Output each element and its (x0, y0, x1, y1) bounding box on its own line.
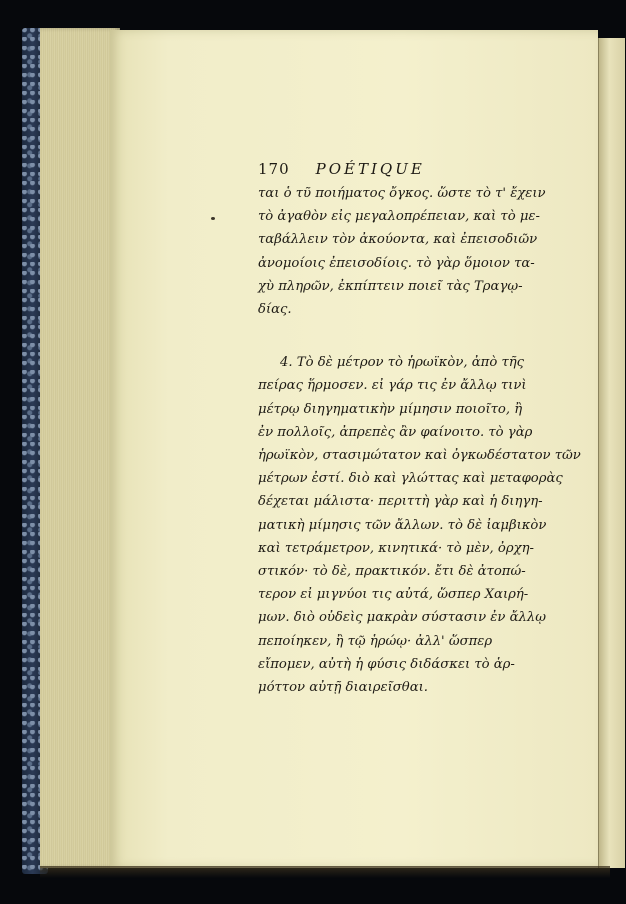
text-line: μέτρων ἐστί. διὸ καὶ γλώττας καὶ μεταφορὰς (258, 471, 563, 487)
text-line: μόττον αὐτῇ διαιρεῖσθαι. (258, 680, 428, 696)
paragraph-1 (258, 182, 548, 321)
facing-page-edge (598, 38, 625, 868)
running-head (258, 160, 548, 178)
page-bottom-shadow (40, 866, 610, 878)
text-line: δίας. (258, 302, 292, 318)
text-line: στικόν· τὸ δὲ, πρακτικόν. ἔτι δὲ ἀτοπώ- (258, 564, 526, 580)
text-line: ταβάλλειν τὸν ἀκούοντα, καὶ ἐπεισοδιῶν (258, 232, 538, 248)
paragraph-2 (258, 351, 581, 699)
text-line: ἀνομοίοις ἐπεισοδίοις. τὸ γὰρ ὅμοιον τα- (258, 255, 535, 271)
page-stack-edges (40, 28, 120, 868)
page-number: 170 (258, 160, 290, 178)
text-line: ἐν πολλοῖς, ἀπρεπὲς ἂν φαίνοιτο. τὸ γὰρ (258, 424, 533, 440)
text-line: 4. Τὸ δὲ μέτρον τὸ ἡρωϊκὸν, ἀπὸ τῆς (280, 355, 525, 371)
text-line: καὶ τετράμετρον, κινητικά· τὸ μὲν, ὀρχη- (258, 540, 534, 556)
paragraph-gap (258, 321, 548, 351)
text-line: πείρας ἥρμοσεν. εἰ γάρ τις ἐν ἄλλῳ τινὶ (258, 378, 527, 394)
text-line: ται ὁ τῦ ποιήματος ὄγκος. ὥστε τὸ τ' ἔχειν (258, 186, 546, 201)
text-line: ματικὴ μίμησις τῶν ἄλλων. τὸ δὲ ἰαμβικὸν (258, 517, 547, 533)
running-title: POÉTIQUE (315, 160, 425, 178)
text-line: μων. διὸ οὐδεὶς μακρὰν σύστασιν ἐν ἄλλῳ (258, 610, 546, 626)
text-line: ἡρωϊκὸν, στασιμώτατον καὶ ὀγκωδέστατον τῶν (258, 448, 581, 464)
page-text (258, 160, 581, 699)
ink-speck (211, 217, 215, 220)
text-line: δέχεται μάλιστα· περιττὴ γὰρ καὶ ἡ διηγη- (258, 494, 543, 510)
text-line: μέτρῳ διηγηματικὴν μίμησιν ποιοῖτο, ἢ (258, 401, 523, 417)
text-line: τὸ ἀγαθὸν εἰς μεγαλοπρέπειαν, καὶ τὸ με- (258, 209, 540, 225)
text-line: εἴπομεν, αὐτὴ ἡ φύσις διδάσκει τὸ ἁρ- (258, 656, 515, 672)
text-line: πεποίηκεν, ἢ τῷ ἡρώῳ· ἀλλ' ὥσπερ (258, 633, 493, 649)
text-line: χὺ πληρῶν, ἐκπίπτειν ποιεῖ τὰς Τραγῳ- (258, 278, 523, 294)
text-line: τερον εἰ μιγνύοι τις αὐτά, ὥσπερ Χαιρή- (258, 587, 529, 603)
